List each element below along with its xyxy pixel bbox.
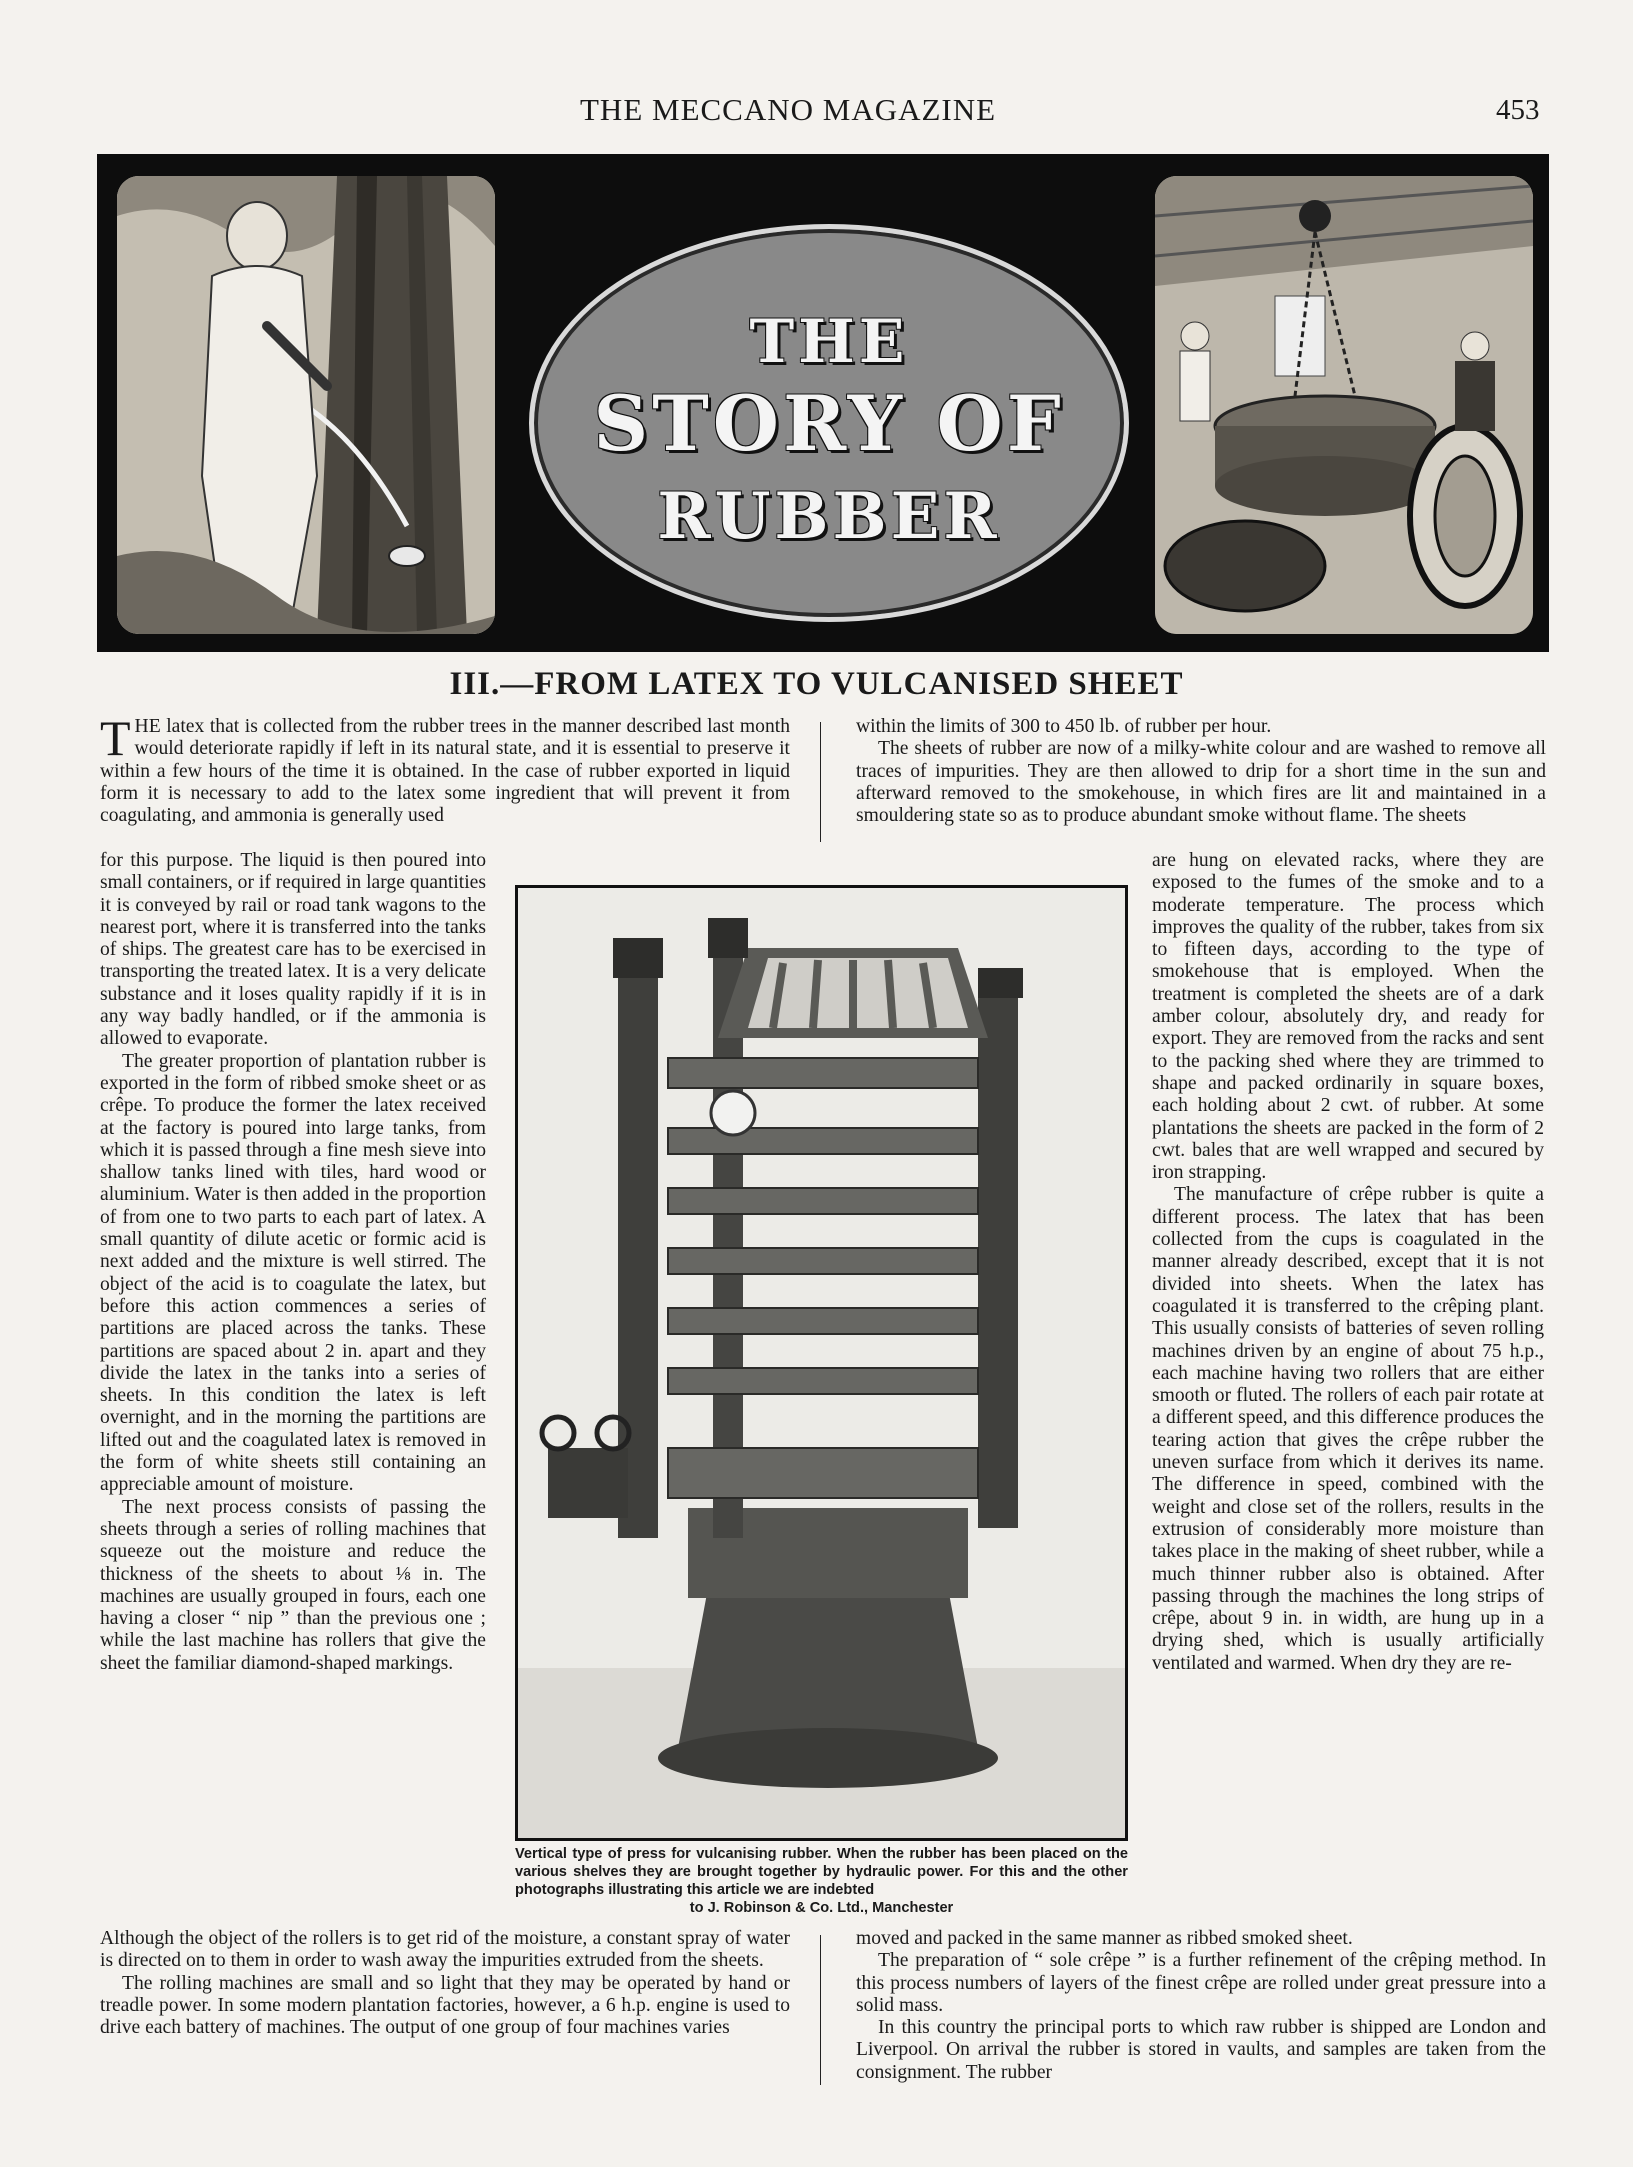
banner-title-line3: RUBBER: [657, 479, 1001, 554]
article-subtitle: III.—FROM LATEX TO VULCANISED SHEET: [449, 666, 1184, 702]
paragraph-intro: [100, 710, 790, 827]
paragraph: The sheets of rubber are now of a milky-white colour and are washed to remove all traces of impurities. They are then allowed to drip for a short time in the sun and afterward removed to the smokehouse, in which fires are lit and maintained in a smouldering state so as to produce abundant smoke without flame. The sheets: [856, 738, 1546, 827]
caption-text: Vertical type of press for vulcanising rubber. When the rubber has been placed on the various shelves they are brought together by hydraulic power. For this and the other photographs illustrating this article we are indebted: [515, 1846, 1128, 1898]
paragraph: In this country the principal ports to which raw rubber is shipped are London and Liverpool. On arrival the rubber is stored in vaults, and samples are taken from the consignment. The rubber: [856, 2017, 1546, 2083]
right-column-top: [856, 716, 1546, 827]
rubber-tapper-drawing: [117, 176, 495, 634]
paragraph: within the limits of 300 to 450 lb. of rubber per hour.: [856, 716, 1272, 737]
factory-drawing: [1155, 176, 1533, 634]
vulcanising-press-image: [518, 888, 1125, 1838]
right-column-bottom: [856, 1928, 1546, 2084]
paragraph: for this purpose. The liquid is then poured into small containers, or if required in large quantities it is conveyed by rail or road tank wagons to the nearest port, where it is transferred into the tanks of ships. The greatest care has to be exercised in transporting the treated latex. It is a very delicate substance and it loses quality rapidly if it is in any way badly handled, or if the ammonia is allowed to evaporate.: [100, 850, 486, 1050]
paragraph: The manufacture of crêpe rubber is quite a different process. The latex that has been collected from the cups is coagulated in the manner already described, except that it is not divided into sheets. When the latex has coagulated it is transferred to the crêping plant. This usually consists of batteries of seven rolling machines driven by an engine of about 75 h.p., each machine having two rollers that are either smooth or fluted. The rollers of each pair rotate at a different speed, and this difference produces the tearing action that gives the crêpe rubber the uneven surface from which it derives its name. The difference in speed, combined with the weight and close set of the rollers, results in the extrusion of considerably more moisture than takes place in the making of sheet rubber, while a much thinner rubber also is obtained. After passing through the machines the long strips of crêpe, about 9 in. in width, are hung up in a drying shed, which is usually artificially ventilated and warmed. When dry they are re-: [1152, 1184, 1544, 1674]
drop-cap: T: [100, 710, 131, 766]
right-column-middle: [1152, 850, 1544, 1675]
banner-title-line1: THE: [749, 307, 909, 377]
page-number: 453: [1496, 94, 1540, 126]
left-column-middle: [100, 850, 486, 1675]
paragraph: The preparation of “ sole crêpe ” is a further refinement of the crêping method. In this process numbers of layers of the finest crêpe are rolled under great pressure into a solid mass.: [856, 1950, 1546, 2016]
press-photograph: [515, 885, 1128, 1841]
magazine-title: THE MECCANO MAGAZINE: [580, 92, 997, 127]
illustration-factory: [1155, 176, 1533, 634]
paragraph: The next process consists of passing the sheets through a series of rolling machines that squeeze out the moisture and reduce the thickness of the sheets to about ⅛ in. The machines are usually grouped in fours, each one having a closer “ nip ” than the previous one ; while the last machine has rollers that give the sheet the familiar diamond-shaped markings.: [100, 1496, 486, 1674]
caption-credit: to J. Robinson & Co. Ltd., Manchester: [689, 1900, 954, 1916]
paragraph-intro-text: HE latex that is collected from the rubber trees in the manner described last month would deteriorate rapidly if left in its natural state, and it is essential to preserve it within a few hours of the time it is obtained. In the case of rubber exported in liquid form it is necessary to add to the latex some ingredient that will prevent it from coagulating, and ammonia is generally used: [100, 716, 790, 827]
banner-title-line2: STORY OF: [593, 379, 1065, 468]
title-banner: [97, 154, 1549, 652]
paragraph: The greater proportion of plantation rubber is exported in the form of ribbed smoke sheet or as crêpe. To produce the former the latex received at the factory is poured into large tanks, from which it is passed through a fine mesh sieve into shallow tanks lined with tiles, hard wood or aluminium. Water is then added in the proportion of from one to two parts to each part of latex. A small quantity of dilute acetic or formic acid is next added and the mixture is well stirred. The object of the acid is to coagulate the latex, but before this action commences a series of partitions are placed across the tanks. These partitions are spaced about 2 in. apart and they divide the latex in the tanks into a series of sheets. In this condition the latex is left overnight, and in the morning the partitions are lifted out and the coagulated latex is removed in the form of white sheets still containing an appreciable amount of moisture.: [100, 1050, 486, 1496]
column-divider-top: [820, 722, 821, 842]
title-oval: [529, 224, 1129, 622]
left-column-bottom: [100, 1928, 790, 2039]
figure-caption: [515, 1845, 1128, 1917]
paragraph: moved and packed in the same manner as ribbed smoked sheet.: [856, 1928, 1353, 1949]
left-column-top: [100, 710, 790, 827]
paragraph: Although the object of the rollers is to get rid of the moisture, a constant spray of water is directed on to them in order to wash away the impurities extruded from the sheets.: [100, 1928, 790, 1972]
paragraph: The rolling machines are small and so light that they may be operated by hand or treadle power. In some modern plantation factories, however, a 6 h.p. engine is used to drive each battery of machines. The output of one group of four machines varies: [100, 1972, 790, 2039]
illustration-rubber-tapper: [117, 176, 495, 634]
column-divider-bottom: [820, 1935, 821, 2085]
running-head: [0, 92, 1633, 142]
paragraph: are hung on elevated racks, where they are exposed to the fumes of the smoke and to a moderate temperature. The process which improves the quality of the rubber, takes from six to fifteen days, according to the type of smokehouse that is employed. When the treatment is completed the sheets are of a dark amber colour, absolutely dry, and ready for export. They are removed from the racks and sent to the packing shed where they are trimmed to shape and packed ordinarily in square boxes, each holding about 2 cwt. of rubber. At some plantations the sheets are packed in the form of 2 cwt. bales that are well wrapped and secured by iron strapping.: [1152, 850, 1544, 1184]
